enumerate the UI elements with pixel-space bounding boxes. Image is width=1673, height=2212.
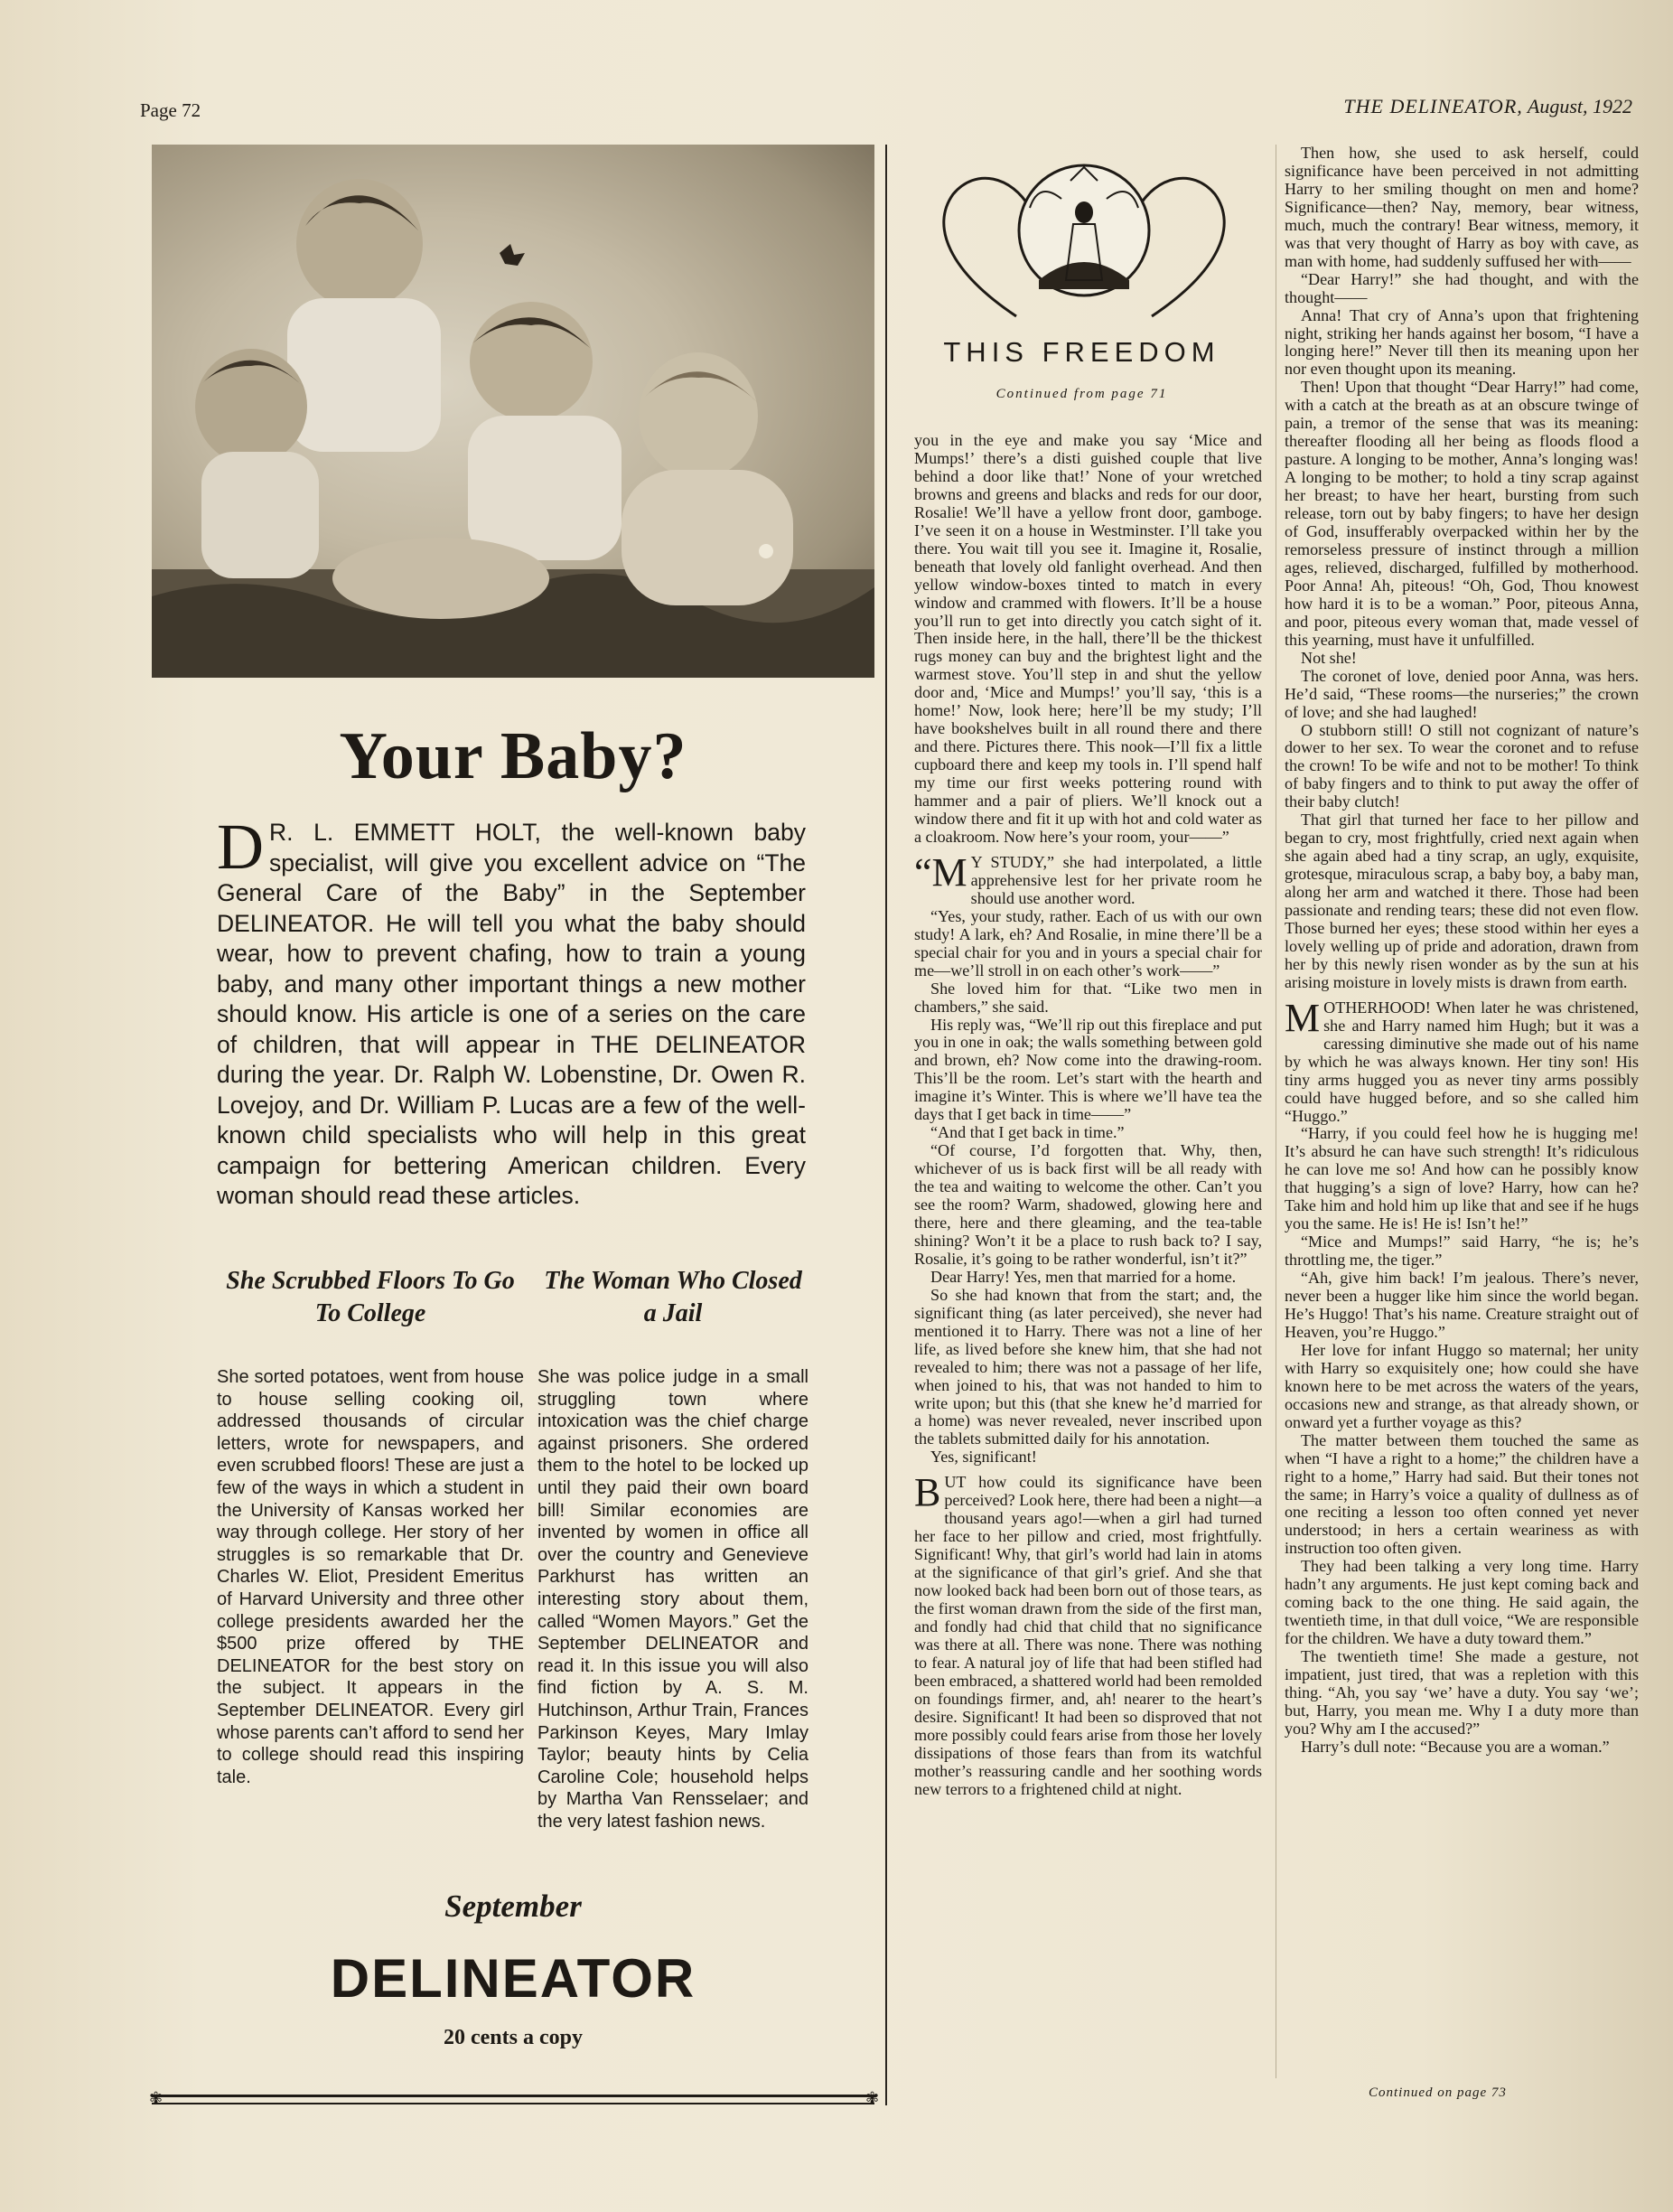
story-paragraph bbox=[914, 1142, 1262, 1269]
ad-intro-paragraph bbox=[217, 811, 806, 1212]
paragraph-text: “Yes, your study, rather. Each of us with our own study! A lark, eh? And Rosalie, in mine there’ll be a special chair for you and in yours a special chair for me—we’ll stroll in on each other’s work——” bbox=[914, 906, 1262, 979]
story-paragraph bbox=[1285, 722, 1639, 812]
ad-story-college bbox=[217, 1265, 524, 1788]
story-paragraph bbox=[1285, 650, 1639, 668]
story-paragraph bbox=[1285, 995, 1639, 1126]
ad-magazine-name: DELINEATOR bbox=[330, 1948, 696, 2009]
paragraph-text: Then! Upon that thought “Dear Harry!” had come, with a catch at the breath as at an obscure twinge of pain, a tremor of the sense that was its meaning: thereafter flooding all her being as floods flood a pasture. A longing to be mother, Anna’s longing was! A longing to be mother; to hold a tiny scrap against her breast; to have her heart, bursting from such release, torn out by baby fingers; to have her design of God, insufferably overpacked within her by the remorseless pressure of instinct through a million ages, relieved, discharged, fulfilled by motherhood. Poor Anna! Ah, piteous! “Oh, God, Thou knowest how hard it is to be a woman.” Poor, piteous Anna, and poor, piteous every woman that, made vessel of this yearning, must have it unfulfilled. bbox=[1285, 378, 1639, 649]
paragraph-text: Then how, she used to ask herself, could significance have been perceived in not admitting Harry to her smiling thought on men and home? Significance—then? Nay, memory, bear witness, much, much the contrary! Bear witness, memory, it was that very thought of Harry as boy with cave, as man with home, had suddenly suffused her with—— bbox=[1285, 144, 1639, 270]
story-paragraph bbox=[914, 1269, 1262, 1287]
continued-from: Continued from page 71 bbox=[995, 387, 1168, 401]
story-paragraph bbox=[1285, 1432, 1639, 1559]
paragraph-text: Harry’s dull note: “Because you are a woman.” bbox=[1301, 1737, 1610, 1756]
ad-story-jail bbox=[537, 1265, 808, 1832]
paragraph-text: you in the eye and make you say ‘Mice and Mumps!’ there’s a disti guished couple that live behind a door like that!’ None of your wretched browns and greens and blacks and reds for our door, Rosalie! We’ll have a yellow front door, gamboge. I’ve seen it on a house in Westminster. I’ll take you there. You wait till you see it. Imagine it, Rosalie, beneath that lovely old fanlight overhead. And then yellow window-boxes tinted to match in every window and crammed with flowers. It’ll be a house you’ll run to get into directly you catch sight of it. Then inside here, in the hall, there’ll be the thickest rugs money can buy and the brightest light and the warmest stove. You’ll step in and shut the yellow door and, ‘Mice and Mumps!’ you’ll say, ‘this is a home!’ Now, look here; here’ll be my study; I’ll have bookshelves built in all round there and there and there. Pictures there. This nook—I’ll fix a little cupboard there and keep my tools in. I’ll spend half my time our first weeks pottering round with hammer and a pair of pliers. We’ll knock out a window there and fit it up with hot and cold water as a cloakroom. Now here’s your room, your——” bbox=[914, 431, 1262, 846]
story-column-1 bbox=[914, 432, 1262, 1798]
paragraph-text: She loved him for that. “Like two men in chambers,” she said. bbox=[914, 979, 1262, 1016]
story-paragraph bbox=[1285, 1648, 1639, 1739]
ornament-icon: ✾ bbox=[149, 2089, 164, 2107]
ad-story-college-heading: She Scrubbed Floors To Go To College bbox=[226, 1267, 515, 1327]
ad-story-jail-heading: The Woman Who Closed a Jail bbox=[544, 1267, 802, 1327]
paragraph-text: Not she! bbox=[1301, 648, 1357, 667]
paragraph-text: “Of course, I’d forgotten that. Why, then, whichever of us is back first will be all ready with the tea and waiting to welcome the other. Can’t you see the room? Warm, shadowed, glowing here and there, here and there gleaming, and the tea-table shining? Won’t it be a place to rush back to? I say, Rosalie, it’s going to be rather wonderful, isn’t it?” bbox=[914, 1141, 1262, 1268]
story-paragraph bbox=[914, 980, 1262, 1017]
drop-cap: M bbox=[1285, 995, 1321, 1040]
paragraph-text: Y STUDY,” she had interpolated, a little apprehensive lest for her private room he should use another word. bbox=[970, 852, 1262, 907]
paragraph-text: Dear Harry! Yes, men that married for a home. bbox=[930, 1267, 1237, 1286]
paragraph-text: “Harry, if you could feel how he is hugging me! It’s absurd he can have such strength! It’s ridiculous he can love me so! And how can he possibly know that hugging’s a sign of love? Harry, how can he? Take him and hold him up like that and see if he hugs you the same. He is! He is! Isn’t he!” bbox=[1285, 1124, 1639, 1233]
issue-date: August, 1922 bbox=[1527, 95, 1632, 117]
story-paragraph bbox=[914, 432, 1262, 847]
story-paragraph bbox=[914, 908, 1262, 980]
ad-issue-month: September bbox=[444, 1889, 582, 1924]
story-paragraph bbox=[1285, 379, 1639, 649]
page-number: Page 72 bbox=[140, 99, 201, 121]
story-paragraph bbox=[914, 849, 1262, 908]
drop-cap: “M bbox=[914, 849, 967, 895]
paragraph-text: So she had known that from the start; and, the significant thing (as later perceived), she never had mentioned it to Harry. There was not a line of her life, as lived before she knew him, that she had not revealed to him; there was not a passage of her life, when joined to his, that was not handed to him to write upon; but this (that she knew he’d married for a home) was never revealed, never inscribed upon the tablets submitted daily for his annotation. bbox=[914, 1285, 1262, 1448]
ad-story-college-text: She sorted potatoes, went from house to house selling cooking oil, addressed thousands of circular letters, wrote for newspapers, and even scrubbed floors! These are just a few of the ways in which a student in the University of Kansas worked her way through college. Her story of her struggles is so remarkable that Dr. Charles W. Eliot, President Emeritus of Harvard University and three other college presidents awarded her the $500 prize offered by THE DELINEATOR for the best story on the subject. It appears in the September DELINEATOR. Every girl whose parents can’t afford to send her to college should read this inspiring tale. bbox=[217, 1367, 524, 1787]
paragraph-text: The twentieth time! She made a gesture, not impatient, just tired, that was a repletion with this thing. “Ah, you say ‘we’ have a duty. You say ‘we’; but, Harry, you mean me. Why I a duty more than you? Why am I the accused?” bbox=[1285, 1647, 1639, 1738]
story-paragraph bbox=[1285, 1342, 1639, 1432]
paragraph-text: The matter between them touched the same as when “I have a right to a home;” the children have a right to a home,” Harry had said. But their tones not the same; in Harry’s voice a quality of dullness as of one reciting a lesson too often conned yet never understood; in hers a certain weariness as with instruction too often given. bbox=[1285, 1430, 1639, 1558]
story-paragraph bbox=[1285, 1270, 1639, 1342]
ad-story-jail-text: She was police judge in a small struggling town where intoxication was the chief charge against prisoners. She ordered them to the hotel to be locked up until they paid their own board bill! Similar economies are invented by women in office all over the country and Genevieve Parkhurst has written an interesting story about them, called “Women Mayors.” Get the September DELINEATOR and read it. In this issue you will also find fiction by A. S. M. Hutchinson, Arthur Train, Frances Parkinson Keyes, Mary Imlay Taylor; beauty hints by Celia Caroline Cole; household helps by Martha Van Rensselaer; and the very latest fashion news. bbox=[537, 1367, 808, 1832]
story-paragraph bbox=[1285, 1558, 1639, 1648]
story-paragraph bbox=[914, 1287, 1262, 1449]
story-paragraph bbox=[914, 1124, 1262, 1142]
drop-cap: B bbox=[914, 1470, 941, 1515]
paragraph-text: UT how could its significance have been perceived? Look here, there had been a night—a thousand years ago!—when a girl had turned her face to her pillow and cried, most frightfully. Significant! Why, that girl’s world had lain in atoms at the significance of that girl’s grief. And she that now looked back had been born out of those tears, as the first woman drawn from the side of the first man, and fondly had chid that child that no significance was there at all. There was none. There was nothing to fear. A natural joy of life that had been stifled had been embraced, a shattered world had been remolded on foundings firmer, and, ah! nearer to the heart’s desire. Significant! It had been so disproved that not more possibly could fears arise from those her lovely dissipations of those fears than from its watchful mother’s reassuring candle and her soothing words new terrors to a frightened child at night. bbox=[914, 1473, 1263, 1798]
story-column-2 bbox=[1285, 145, 1639, 1757]
paragraph-text: “Mice and Mumps!” said Harry, “he is; he’s throttling me, the tiger.” bbox=[1285, 1233, 1639, 1270]
ad-headline: Your Baby? bbox=[339, 719, 687, 793]
story-paragraph bbox=[914, 1017, 1262, 1125]
running-header bbox=[1343, 95, 1632, 118]
paragraph-text: “Ah, give him back! I’m jealous. There’s never, never been a hugger like him since the world began. He’s Huggo! That’s his name. Creature straight out of Heaven, you’re Huggo.” bbox=[1285, 1269, 1639, 1341]
paragraph-text: The coronet of love, denied poor Anna, was hers. He’d said, “These rooms—the nurseries;” the crown of love; and she had laughed! bbox=[1285, 666, 1639, 721]
column-divider bbox=[885, 145, 887, 2105]
paragraph-text: Yes, significant! bbox=[930, 1448, 1037, 1467]
ad-price: 20 cents a copy bbox=[444, 2026, 583, 2049]
story-paragraph bbox=[914, 1470, 1263, 1798]
ad-intro-text: R. L. EMMETT HOLT, the well-known baby specialist, will give you excellent advice on “The General Care of the Baby” in the September DELINEATOR. He will tell you what the baby should wear, how to prevent chafing, how to train a young baby, and many other important things a new mother should know. His article is one of a series on the care of children, that will appear in THE DELINEATOR during the year. Dr. Ralph W. Lobenstine, Dr. Owen R. Lovejoy, and Dr. William P. Lucas are a few of the well-known child specialists who will help in this great campaign for bettering American children. Every woman should read these articles. bbox=[217, 819, 806, 1209]
paragraph-text: That girl that turned her face to her pillow and began to cry, most frightfully, cried next again when she again abed had a tiny scrap, an ugly, exquisite, grotesque, miraculous scrap, a baby boy, a baby man, along her arm and watched it there. Those had been passionate and rending tears; these did not even flow. Those burned her eyes; these stood within her eyes a lovely welling up of pride and adoration, drawn from her by this newly risen wonder as by the sun at his arising moisture in lovely mists is drawn from earth. bbox=[1285, 811, 1639, 991]
story-paragraph bbox=[1285, 1233, 1639, 1270]
story-paragraph bbox=[1285, 1125, 1639, 1233]
paragraph-text: OTHERHOOD! When later he was christened, she and Harry named him Hugh; but it was a caressing diminutive she made out of his name by which he was always known. Her tiny son! His tiny arms hugged you as never tiny arms possibly could have hugged before, and so she called him “Huggo.” bbox=[1285, 998, 1639, 1125]
paragraph-text: “And that I get back in time.” bbox=[930, 1123, 1125, 1142]
story-paragraph bbox=[1285, 307, 1639, 380]
ornament-icon: ✾ bbox=[865, 2089, 880, 2107]
hearts-ornament-icon bbox=[930, 145, 1238, 325]
paragraph-text: O stubborn still! O still not cognizant of nature’s dower to her sex. To wear the coronet and to refuse the crown! To be wife and not to be mother! To think of baby fingers and to think to put away the offer of their baby clutch! bbox=[1285, 720, 1639, 811]
story-paragraph bbox=[1285, 271, 1639, 307]
story-paragraph bbox=[1285, 1739, 1639, 1757]
story-title: THIS FREEDOM bbox=[943, 336, 1220, 368]
paragraph-text: His reply was, “We’ll rip out this fireplace and put you in one in oak; the walls something between gold and brown, eh? Now come into the drawing-room. This’ll be the room. Let’s start with the hearth and imagine it’s Winter. This is where we’ll have tea the days that I get back in time——” bbox=[914, 1015, 1262, 1124]
drop-cap: D bbox=[217, 811, 264, 883]
continued-on: Continued on page 73 bbox=[1369, 2085, 1507, 2100]
story-paragraph bbox=[1285, 145, 1639, 271]
story-paragraph bbox=[1285, 811, 1639, 992]
paragraph-text: “Dear Harry!” she had thought, and with the thought—— bbox=[1285, 269, 1639, 306]
publication-name: THE DELINEATOR, bbox=[1343, 95, 1523, 117]
story-paragraph bbox=[914, 1448, 1262, 1467]
ad-bottom-rule bbox=[152, 2095, 874, 2104]
paragraph-text: Her love for infant Huggo so maternal; her unity with Harry so exquisitely one; how could she have known here to be met across the waters of the years, occasions new and strange, as that already shown, or onward yet a further voyage as this? bbox=[1285, 1340, 1639, 1431]
story-paragraph bbox=[1285, 668, 1639, 722]
babies-photograph bbox=[152, 145, 874, 678]
paragraph-text: Anna! That cry of Anna’s upon that frightening night, striking her hands against her bosom, “I have a longing here!” Never till then its meaning upon her nor even thought upon its meaning. bbox=[1285, 305, 1639, 379]
paragraph-text: They had been talking a very long time. Harry hadn’t any arguments. He just kept coming back and coming back to the one thing. He said again, the twentieth time, in that dull voice, “We are responsible for the children. We have a duty toward them.” bbox=[1285, 1557, 1639, 1648]
